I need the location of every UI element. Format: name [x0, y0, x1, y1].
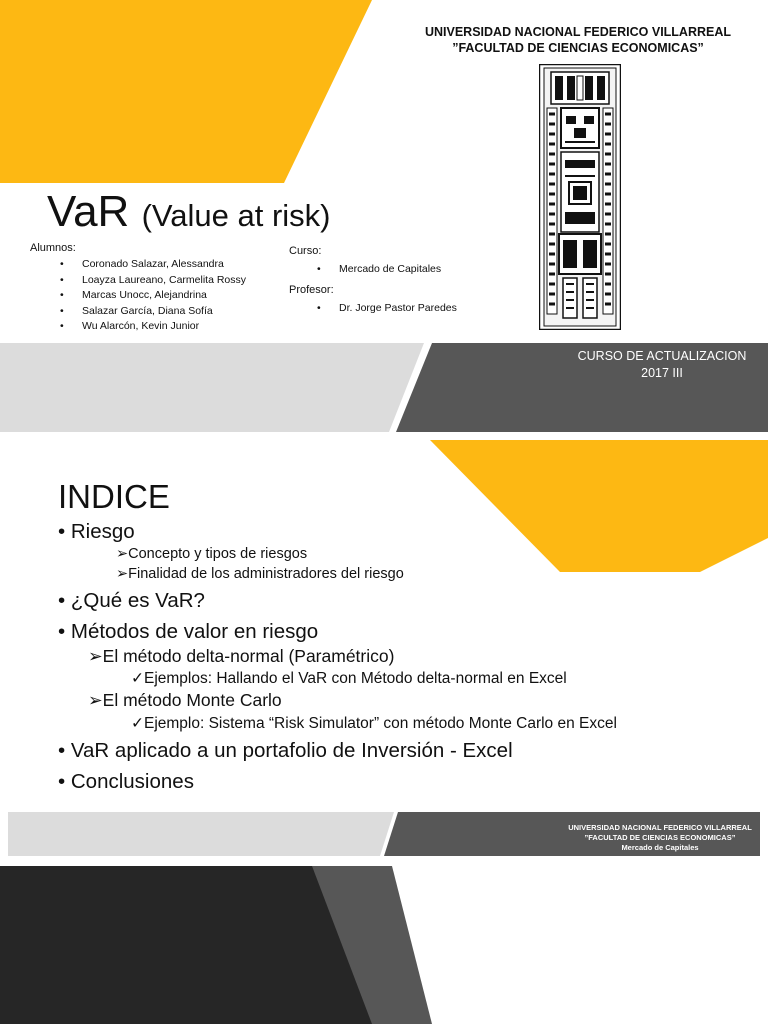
yellow-corner-shape [0, 0, 372, 183]
andean-stela-monolith-icon [539, 64, 621, 330]
course-type-block [556, 348, 768, 382]
index-heading: INDICE [58, 478, 170, 515]
professor-list [317, 301, 457, 317]
list-item: • Marcas Unocc, Alejandrina [60, 288, 246, 304]
light-gray-band [0, 343, 424, 432]
list-item: • Coronado Salazar, Alessandra [60, 257, 246, 273]
students-label: Alumnos: [30, 242, 76, 254]
university-name: UNIVERSIDAD NACIONAL FEDERICO VILLARREAL [424, 25, 732, 39]
course-type: CURSO DE ACTUALIZACION [577, 349, 747, 363]
index-item-delta: ➢El método delta-normal (Paramétrico) [88, 646, 395, 666]
index-item-riesgo: • Riesgo [58, 520, 135, 543]
faculty-name: ”FACULTAD DE CIENCIAS ECONOMICAS” [452, 41, 704, 55]
footer-light-band [8, 812, 394, 856]
index-item-ejemplo-monte: ✓Ejemplo: Sistema “Risk Simulator” con método Monte Carlo en Excel [131, 715, 617, 732]
index-item-var-portafolio: • VaR aplicado a un portafolio de Inversión - Excel [58, 739, 513, 762]
title-subtitle: (Value at risk) [141, 198, 331, 233]
title-main: VaR [47, 187, 130, 236]
course-list [317, 262, 441, 278]
course-name: • Mercado de Capitales [317, 262, 441, 278]
students-list [60, 257, 246, 335]
footer-course: Mercado de Capitales [621, 843, 699, 852]
slide3-background-shapes [0, 866, 768, 1024]
yellow-accent-shape [430, 440, 768, 572]
index-item-ejemplos-delta: ✓Ejemplos: Hallando el VaR con Método delta-normal en Excel [131, 670, 567, 687]
footer-faculty: ”FACULTAD DE CIENCIAS ECONOMICAS” [584, 833, 736, 842]
index-slide [0, 434, 768, 866]
course-label: Curso: [289, 245, 322, 257]
list-item: • Wu Alarcón, Kevin Junior [60, 319, 246, 335]
black-block-shape [0, 866, 375, 1024]
title-slide [0, 0, 768, 434]
index-item-metodos: • Métodos de valor en riesgo [58, 620, 319, 643]
university-header [418, 24, 738, 56]
professor-label: Profesor: [289, 284, 334, 296]
index-item-concepto: ➢Concepto y tipos de riesgos [116, 546, 308, 562]
index-item-conclusiones: • Conclusiones [58, 770, 194, 793]
professor-name: • Dr. Jorge Pastor Paredes [317, 301, 457, 317]
list-item: • Salazar García, Diana Sofía [60, 304, 246, 320]
period: 2017 III [641, 366, 683, 380]
slide-footer [560, 823, 760, 853]
list-item: • Loayza Laureano, Carmelita Rossy [60, 273, 246, 289]
index-item-finalidad: ➢Finalidad de los administradores del riesgo [116, 566, 404, 582]
third-slide-partial [0, 866, 768, 1024]
index-item-que-es: • ¿Qué es VaR? [58, 589, 205, 612]
index-item-monte: ➢El método Monte Carlo [88, 690, 282, 710]
presentation-title [47, 187, 330, 237]
footer-university: UNIVERSIDAD NACIONAL FEDERICO VILLARREAL [568, 823, 752, 832]
